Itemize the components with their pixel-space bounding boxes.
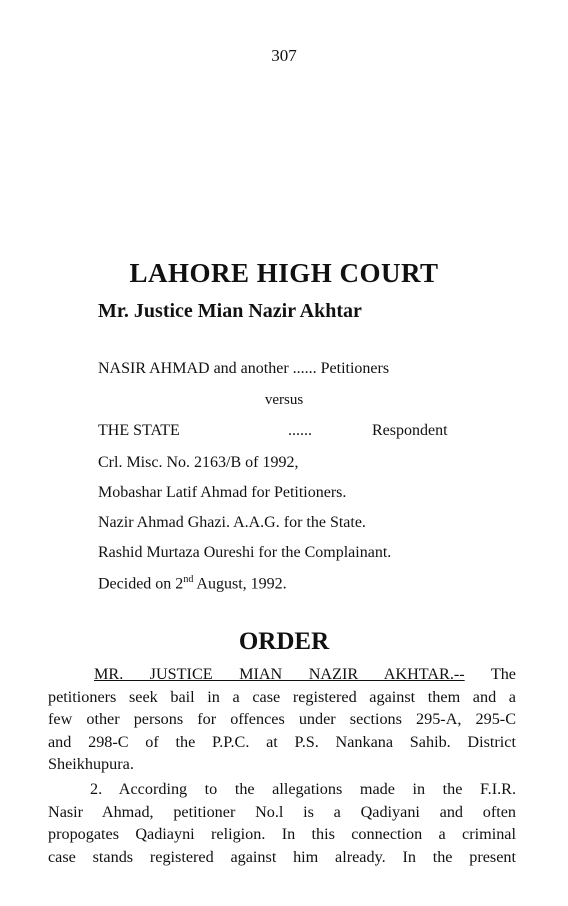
court-title: LAHORE HIGH COURT	[129, 258, 439, 288]
paragraph-2-line-3: propogates Qadiayni religion. In this connection a criminal	[48, 825, 516, 843]
paragraph-1-line-4: and 298-C of the P.P.C. at P.S. Nankana Sahib. District	[48, 732, 516, 751]
decided-prefix: Decided on 2	[98, 575, 184, 593]
respondent-name: THE STATE	[98, 422, 180, 439]
paragraph-1-line-2: petitioners seek bail in a case registered against them and a	[48, 687, 516, 706]
complainant-counsel: Rashid Murtaza Oureshi for the Complainant.	[98, 544, 392, 561]
decided-date	[98, 574, 287, 593]
paragraph-1-line-1	[48, 663, 516, 686]
order-paragraph-1	[48, 663, 516, 776]
paragraph-2-line-4: case stands registered against him already. In the present	[48, 847, 516, 866]
respondent-role: Respondent	[372, 422, 448, 439]
decided-ordinal: nd	[183, 574, 194, 585]
paragraph-2-line-2: Nasir Ahmad, petitioner No.l is a Qadiyani and often	[48, 802, 516, 821]
order-paragraph-2	[48, 778, 516, 868]
judge-name: Mr. Justice Mian Nazir Akhtar	[98, 300, 362, 322]
judge-lead-tail: The	[464, 665, 516, 683]
order-heading: ORDER	[238, 628, 330, 655]
petitioner-counsel: Mobashar Latif Ahmad for Petitioners.	[98, 484, 347, 501]
paragraph-2-line-1: 2. According to the allegations made in the F.I.R.	[90, 780, 516, 798]
paragraph-1-line-5: Sheikhupura.	[48, 755, 134, 773]
versus-label: versus	[264, 392, 304, 408]
respondent-dots: ......	[288, 422, 312, 439]
state-counsel: Nazir Ahmad Ghazi. A.A.G. for the State.	[98, 514, 366, 531]
decided-suffix: August, 1992.	[193, 575, 287, 593]
petitioners-line: NASIR AHMAD and another ...... Petitioners	[98, 360, 390, 377]
case-number: Crl. Misc. No. 2163/B of 1992,	[98, 454, 299, 471]
respondent-row	[98, 422, 478, 440]
paragraph-1-line-3: few other persons for offences under sections 295-A, 295-C	[48, 710, 516, 728]
judge-lead: MR. JUSTICE MIAN NAZIR AKHTAR.--	[94, 665, 465, 683]
page-number: 307	[271, 46, 297, 65]
